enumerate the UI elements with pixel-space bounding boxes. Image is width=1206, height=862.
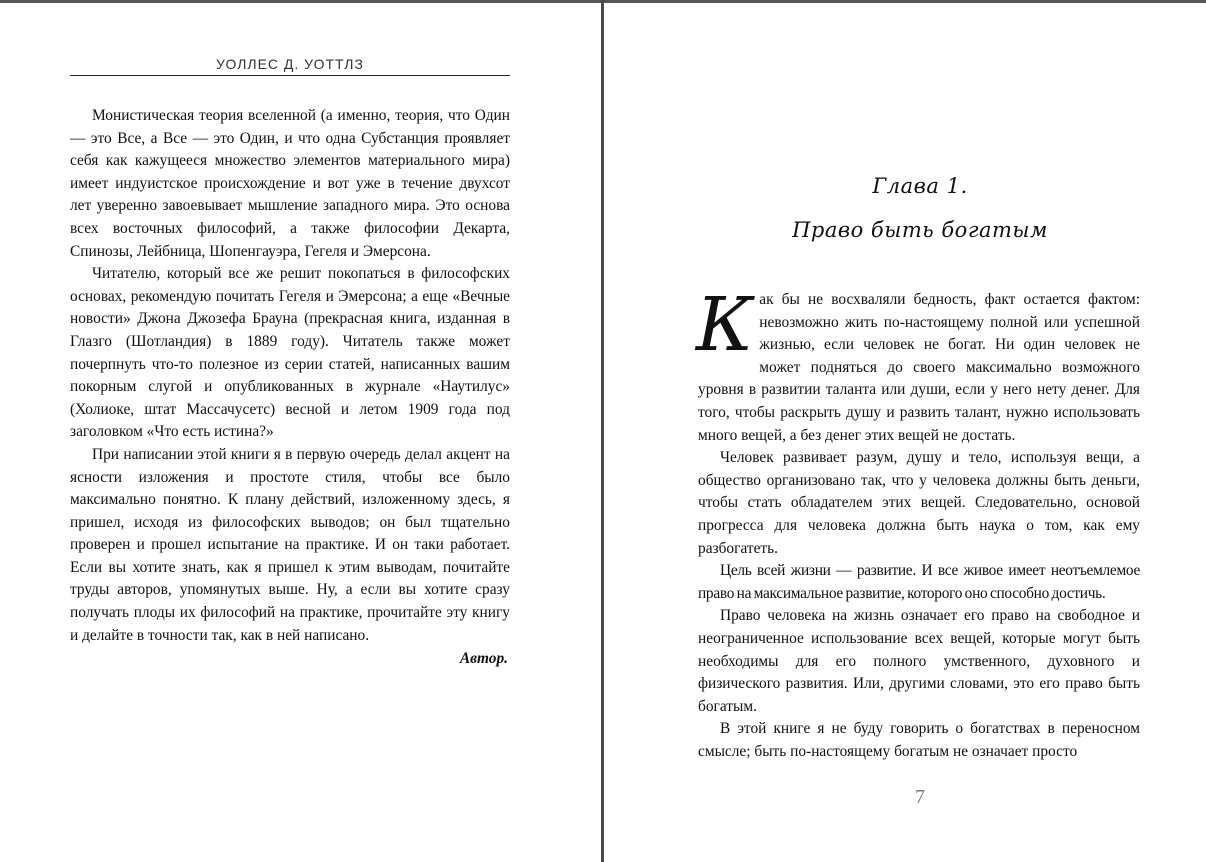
chapter-title: Право быть богатым	[792, 218, 1048, 242]
paragraph	[696, 282, 1140, 447]
paragraph: Монистическая теория вселенной (а именно, теория, что Один — это Все, а Все — это Один, и что одна Субстанция проявляет себя как кажущееся множество элементов материального мира) имеет индуистское происхождение и вот уже в течение двухсот лет уверенно завоевывает мышление западного мира. Это основа всех восточных философий, а также философии Декарта, Спинозы, Лейбница, Шопенгауэра, Гегеля и Эмерсона.	[70, 107, 510, 260]
paragraph: Цель всей жизни — развитие. И все живое имеет неотъемлемое право на максимальное развитие, которого оно способно достичь.	[698, 562, 1140, 602]
left-page	[0, 0, 601, 862]
page-number: 7	[915, 786, 925, 808]
paragraph: Человек развивает разум, душу и тело, используя вещи, а общество организовано так, что у человека должны быть деньги, чтобы стать обладателем этих вещей. Следовательно, основой прогресса для человека должна быть наука о том, как ему разбогатеть.	[698, 449, 1140, 557]
header-rule	[70, 75, 510, 76]
chapter-number: Глава 1.	[872, 174, 968, 198]
author-signature: Автор.	[459, 650, 508, 667]
paragraph-text: ак бы не восхваляли бедность, факт остается фактом: невозможно жить по-настоящему полной или успешной жизнью, если человек не богат. Ни один человек не может подняться до своего максимально возможного уровня в развитии таланта или души, если у него нету денег. Для того, чтобы раскрыть душу и развить талант, нужно использовать много вещей, а без денег этих вещей не достать.	[698, 291, 1140, 444]
paragraph: При написании этой книги я в первую очередь делал акцент на ясности изложения и простоте стиля, чтобы все было максимально понятно. К плану действий, изложенному здесь, я пришел, исходя из философских выводов; он был тщательно проверен и прошел испытание на практике. И он таки работает. Если вы хотите знать, как я пришел к этим выводам, почитайте труды авторов, упомянутых выше. Ну, а если вы хотите сразу получать плоды их философий на практике, прочитайте эту книгу и делайте в точности так, как в ней написано.	[70, 445, 510, 644]
paragraph: Право человека на жизнь означает его право на свободное и неограниченное использование всех вещей, которые могут быть необходимы для его полного умственного, духовного и физического развития. Или, другими словами, это его право быть богатым.	[698, 607, 1140, 715]
drop-cap: К	[696, 282, 754, 368]
paragraph: В этой книге я не буду говорить о богатствах в переносном смысле; быть по-настоящему богатым не означает просто	[698, 720, 1140, 760]
preface-text	[70, 105, 510, 647]
running-head: УОЛЛЕС Д. УОТТЛЗ	[216, 56, 364, 72]
chapter-text	[696, 282, 1140, 763]
paragraph: Читателю, который все же решит покопаться в философских основах, рекомендую почитать Гегеля и Эмерсона; а еще «Вечные новости» Джона Джозефа Брауна (прекрасная книга, изданная в Глазго (Шотландия) в 1889 году). Читатель также может почерпнуть что-то полезное из серии статей, написанных вашим покорным слугой и опубликованных в журнале «Наутилус» (Холиоке, штат Массачусетс) весной и летом 1909 года под заголовком «Что есть истина?»	[70, 265, 510, 441]
right-page	[604, 0, 1206, 862]
